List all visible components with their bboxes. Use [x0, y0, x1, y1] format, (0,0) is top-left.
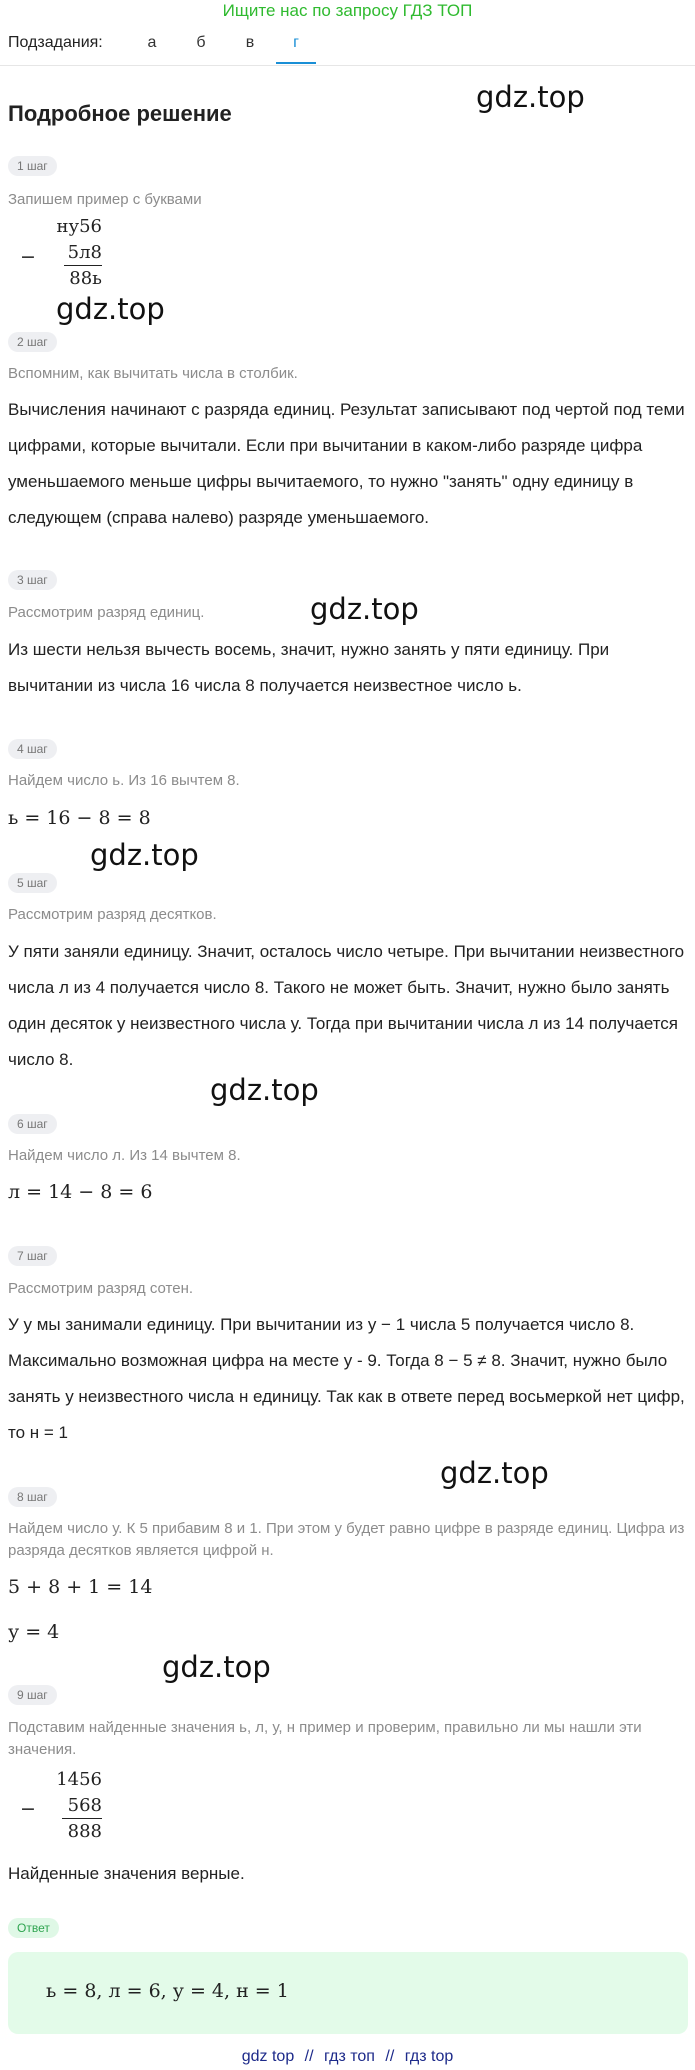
step-9-hint: Подставим найденные значения ь, л, у, н пример и проверим, правильно ли мы нашли эти значения. — [8, 1719, 642, 1758]
footer-link-3[interactable]: гдз top — [404, 2048, 454, 2065]
footer-separator: // — [385, 2048, 395, 2065]
answer-text: ь = 8, л = 6, у = 4, н = 1 — [46, 1980, 289, 2002]
column-line — [64, 265, 102, 266]
tab-g[interactable]: г — [293, 34, 299, 51]
step-6-equation: л = 14 − 8 = 6 — [8, 1181, 153, 1203]
watermark: gdz.top — [440, 1456, 549, 1490]
watermark: gdz.top — [476, 80, 585, 114]
column-line — [62, 1818, 102, 1819]
step-3-text: Из шести нельзя вычесть восемь, значит, нужно занять у пяти единицу. При вычитании из числа 16 числа 8 получается неизвестное число ь. — [8, 640, 610, 695]
promo-banner: Ищите нас по запросу ГДЗ ТОП — [222, 1, 473, 20]
watermark: gdz.top — [162, 1650, 271, 1684]
step-2-hint: Вспомним, как вычитать числа в столбик. — [8, 365, 298, 382]
step-5-hint: Рассмотрим разряд десятков. — [8, 906, 217, 923]
step-3-pill: 3 шаг — [8, 570, 57, 590]
step-9-pill: 9 шаг — [8, 1685, 57, 1705]
step-7-hint: Рассмотрим разряд сотен. — [8, 1280, 194, 1297]
step-4-hint: Найдем число ь. Из 16 вычтем 8. — [8, 772, 240, 789]
subtrahend: 5л8 — [67, 242, 102, 263]
minus-sign: − — [20, 246, 36, 268]
subtasks-label: Подзадания: — [8, 34, 103, 51]
tab-v[interactable]: в — [245, 34, 255, 51]
step-5-pill: 5 шаг — [8, 873, 57, 893]
step-3-hint: Рассмотрим разряд единиц. — [8, 604, 205, 621]
step-5-text: У пяти заняли единицу. Значит, осталось число четыре. При вычитании неизвестного числа л из 4 получается число 8. Такого не может быть. Значит, нужно было занять один десяток у неизвестного числа у. Тогда при вычитании числа л из 14 получается число 8. — [8, 942, 685, 1069]
step-1-pill: 1 шаг — [8, 156, 57, 176]
difference: 888 — [67, 1821, 102, 1842]
step-6-pill: 6 шаг — [8, 1114, 57, 1134]
difference: 88ь — [69, 268, 102, 289]
step-8-equation-2: у = 4 — [8, 1621, 60, 1643]
watermark: gdz.top — [310, 592, 419, 626]
footer-link-2[interactable]: гдз топ — [324, 2048, 375, 2065]
active-tab-indicator — [276, 62, 316, 64]
step-8-pill: 8 шаг — [8, 1487, 57, 1507]
step-9-text: Найденные значения верные. — [8, 1864, 245, 1883]
watermark: gdz.top — [56, 292, 165, 326]
watermark: gdz.top — [210, 1073, 319, 1107]
step-8-equation-1: 5 + 8 + 1 = 14 — [8, 1576, 153, 1598]
step-8-hint: Найдем число у. К 5 прибавим 8 и 1. При этом у будет равно цифре в разряде единиц. Цифра из разряда десятков является цифрой н. — [8, 1520, 685, 1559]
tab-a[interactable]: а — [147, 34, 157, 51]
subtrahend: 568 — [67, 1795, 102, 1816]
minuend: ну56 — [56, 216, 102, 237]
tabs-divider — [0, 65, 695, 66]
answer-pill: Ответ — [8, 1918, 59, 1938]
step-2-pill: 2 шаг — [8, 332, 57, 352]
step-7-pill: 7 шаг — [8, 1246, 57, 1266]
step-7-text: У у мы занимали единицу. При вычитании из у − 1 числа 5 получается число 8. Максимально возможная цифра на месте у - 9. Тогда 8 − 5 ≠ 8. Значит, нужно было занять у неизвестного числа н единицу. Так как в ответе перед восьмеркой нет цифр, то н = 1 — [8, 1315, 685, 1442]
step-2-text: Вычисления начинают с разряда единиц. Результат записывают под чертой под теми цифрами, которые вычитали. Если при вычитании в каком-либо разряде цифра уменьшаемого меньше цифры вычитаемого, то нужно "занять" одну единицу в следующем (справа налево) разряде уменьшаемого. — [8, 400, 685, 527]
step-1-hint: Запишем пример с буквами — [8, 191, 202, 208]
watermark: gdz.top — [90, 838, 199, 872]
tab-b[interactable]: б — [196, 34, 206, 51]
minus-sign: − — [20, 1798, 36, 1820]
footer-separator: // — [304, 2048, 314, 2065]
step-4-pill: 4 шаг — [8, 739, 57, 759]
page-title: Подробное решение — [8, 101, 232, 126]
step-4-equation: ь = 16 − 8 = 8 — [8, 807, 151, 829]
footer-links — [0, 2048, 695, 2066]
step-6-hint: Найдем число л. Из 14 вычтем 8. — [8, 1147, 241, 1164]
minuend: 1456 — [56, 1769, 102, 1790]
footer-link-1[interactable]: gdz top — [241, 2048, 295, 2065]
